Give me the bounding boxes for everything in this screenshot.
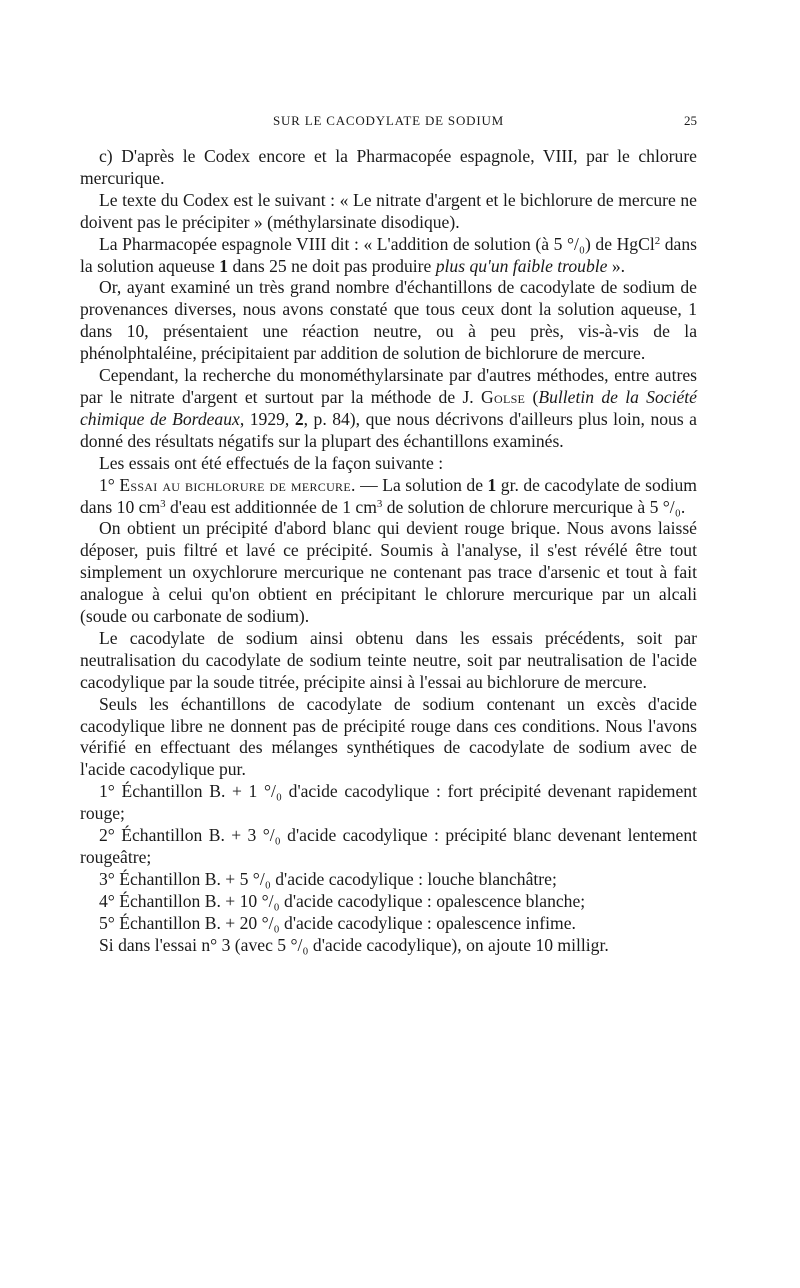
paragraph bbox=[80, 935, 697, 957]
text-run: 4° Échantillon B. + 10 °/₀ d'acide cacodylique : opalescence blanche; bbox=[99, 890, 586, 911]
text-run: 3 bbox=[376, 497, 383, 510]
text-run: Si dans l'essai n° 3 (avec 5 °/₀ d'acide cacodylique), on ajoute 10 milligr. bbox=[99, 934, 609, 955]
text-run: ( bbox=[525, 386, 539, 407]
text-run: 1° Échantillon B. + 1 °/₀ d'acide cacodylique : fort précipité devenant rapidement rouge; bbox=[80, 781, 697, 824]
text-run: c) D'après le Codex encore et la Pharmacopée espagnole, VIII, par le chlorure mercurique. bbox=[80, 146, 697, 188]
paragraph bbox=[80, 518, 697, 628]
paragraph bbox=[80, 453, 697, 475]
text-run: Le texte du Codex est le suivant : « Le nitrate d'argent et le bichlorure de mercure ne doivent pas le précipiter » (méthylarsinate disodique). bbox=[80, 189, 697, 232]
text-run: — La solution de bbox=[355, 474, 488, 495]
paragraph bbox=[80, 913, 697, 935]
text-run: 3° Échantillon B. + 5 °/₀ d'acide cacodylique : louche blanchâtre; bbox=[99, 868, 557, 889]
text-run: 5° Échantillon B. + 20 °/₀ d'acide cacodylique : opalescence infime. bbox=[99, 912, 576, 933]
text-run: , p. 84), que nous décrivons d'ailleurs plus loin, nous a donné des résultats négatifs sur la plupart des échantillons examinés. bbox=[80, 408, 697, 451]
text-run: Or, ayant examiné un très grand nombre d'échantillons de cacodylate de sodium de provenances diverses, nous avons constaté que tous ceux dont la solution aqueuse, 1 dans 10, présentaient une réaction neutre, ou à peu près, vis-à-vis de la phénolphtaléine, précipitaient par addition de solution de bichlorure de mercure. bbox=[80, 277, 697, 364]
paragraph bbox=[80, 277, 697, 365]
running-title: SUR LE CACODYLATE DE SODIUM bbox=[272, 113, 505, 128]
text-run: Le cacodylate de sodium ainsi obtenu dans les essais précédents, soit par neutralisation du cacodylate de sodium teinte neutre, soit par neutralisation de l'acide cacodylique par la soude titrée, précipite ainsi à l'essai au bichlorure de mercure. bbox=[80, 627, 697, 692]
page-number: 25 bbox=[684, 113, 697, 128]
text-run: , 1929, bbox=[239, 408, 295, 429]
page-body bbox=[80, 146, 697, 957]
page-header bbox=[80, 113, 697, 135]
text-run: La Pharmacopée espagnole VIII dit : « L'addition de solution (à 5 °/₀) de HgCl bbox=[99, 233, 655, 254]
text-run: 1 bbox=[219, 255, 229, 276]
paragraph bbox=[80, 234, 697, 278]
text-run: ». bbox=[607, 255, 626, 276]
text-run: dans 25 ne doit pas produire bbox=[228, 255, 436, 276]
paragraph bbox=[80, 891, 697, 913]
text-run: dans la solution aqueuse bbox=[80, 233, 697, 276]
paragraph bbox=[80, 146, 697, 190]
paragraph bbox=[80, 869, 697, 891]
text-run: plus qu'un faible trouble bbox=[435, 255, 608, 276]
text-run: Seuls les échantillons de cacodylate de sodium contenant un excès d'acide cacodylique libre ne donnent pas de précipité rouge dans ces conditions. Nous l'avons vérifié en effectuant des mélanges synthétiques de cacodylate de sodium avec de l'acide cacodylique pur. bbox=[80, 693, 697, 780]
text-run: Essai au bichlorure de mercure. bbox=[119, 474, 356, 495]
text-run: 2° Échantillon B. + 3 °/₀ d'acide cacodylique : précipité blanc devenant lentement rougeâtre; bbox=[80, 825, 697, 867]
text-run: de solution de chlorure mercurique à 5 °/₀. bbox=[382, 496, 686, 517]
text-run: Golse bbox=[480, 386, 526, 407]
text-run: d'eau est additionnée de 1 cm bbox=[165, 496, 377, 517]
text-run: Les essais ont été effectués de la façon suivante : bbox=[99, 452, 444, 473]
paragraph bbox=[80, 190, 697, 234]
text-run: On obtient un précipité d'abord blanc qui devient rouge brique. Nous avons laissé déposer, puis filtré et lavé ce précipité. Soumis à l'analyse, il s'est révélé être tout simplement un oxychlorure mercurique ne contenant pas trace d'arsenic et tout à fait analogue à celui qu'on obtient en précipitant le chlorure mercurique par un alcali (soude ou carbonate de sodium). bbox=[80, 518, 697, 627]
paragraph bbox=[80, 365, 697, 453]
text-run: gr. de cacodylate de sodium dans 10 cm bbox=[80, 474, 697, 517]
text-run: 1 bbox=[487, 474, 497, 495]
paragraph bbox=[80, 825, 697, 869]
paragraph bbox=[80, 694, 697, 782]
paragraph bbox=[80, 628, 697, 694]
paragraph bbox=[80, 781, 697, 825]
text-run: Cependant, la recherche du monométhylarsinate par d'autres méthodes, entre autres par le nitrate d'argent et surtout par la méthode de J. bbox=[80, 365, 697, 407]
paragraph bbox=[80, 475, 697, 519]
text-run: 2 bbox=[294, 408, 304, 429]
text-run: 1° bbox=[99, 474, 120, 495]
text-run: 2 bbox=[654, 234, 661, 247]
text-run: 3 bbox=[160, 497, 166, 510]
text-run: Bulletin de la Société chimique de Bordeaux bbox=[80, 386, 697, 429]
